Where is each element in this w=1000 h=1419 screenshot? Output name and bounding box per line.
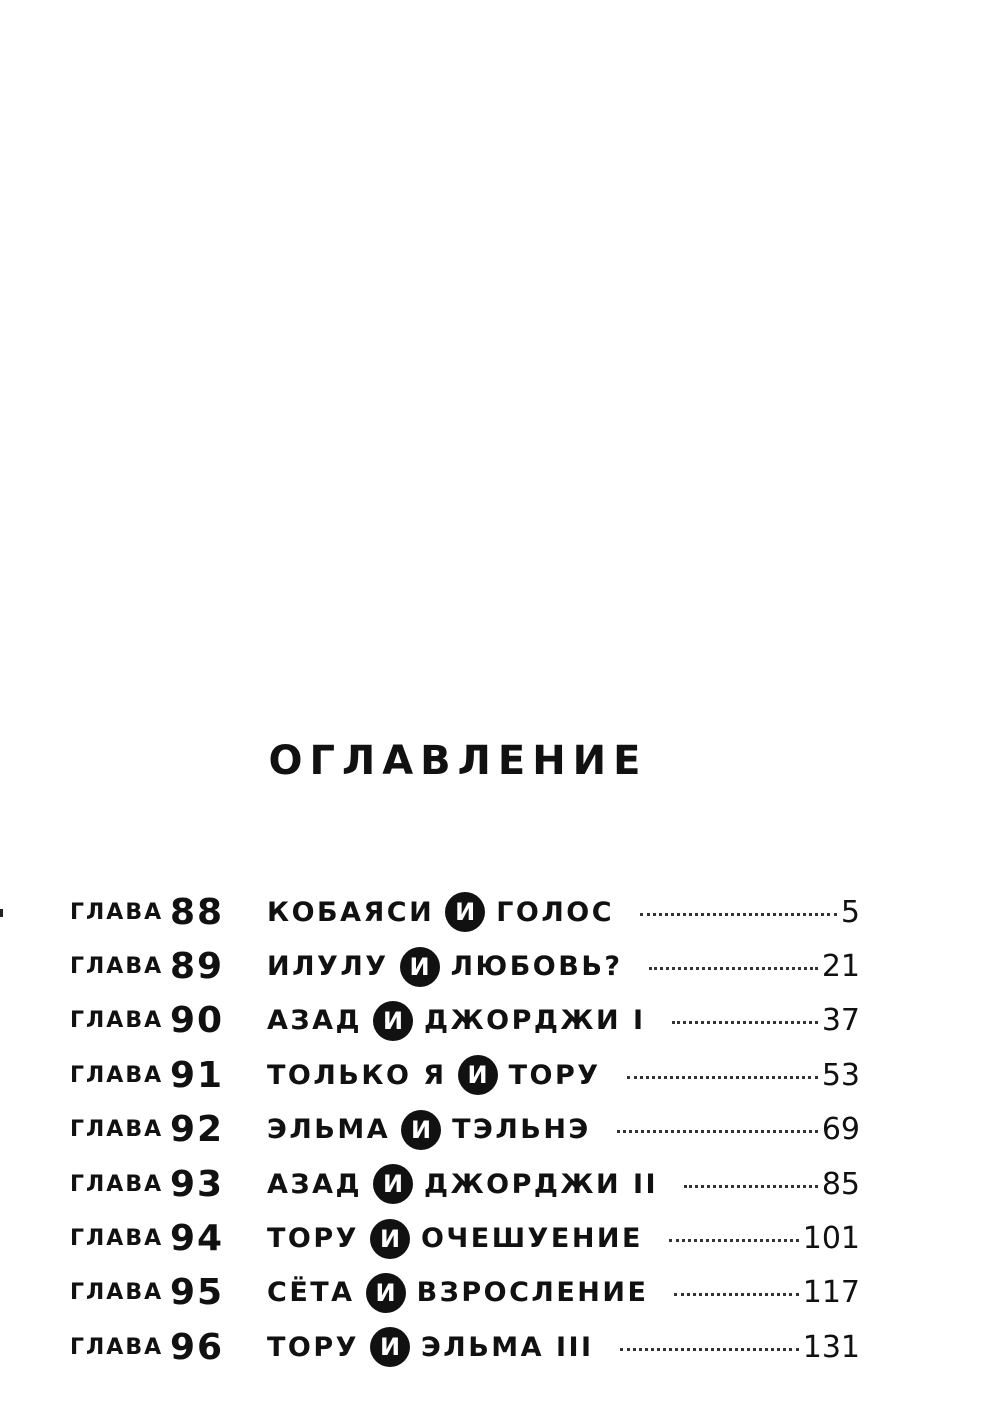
page-number: 53 <box>821 1057 860 1093</box>
dot-leader <box>617 1130 818 1133</box>
chapter-title <box>267 1110 591 1150</box>
toc-entry[interactable] <box>70 1320 860 1374</box>
chapter-label: ГЛАВА <box>70 954 164 980</box>
chapter-number: 96 <box>170 1326 225 1368</box>
chapter-number: 92 <box>170 1109 225 1151</box>
page-number: 21 <box>821 949 860 985</box>
chapter-number: 90 <box>170 1000 225 1042</box>
chapter-label: ГЛАВА <box>70 1171 164 1197</box>
title-left: СЁТА <box>267 1277 355 1309</box>
toc-entry[interactable] <box>70 939 860 993</box>
title-left: ТОРУ <box>267 1223 359 1255</box>
title-left: ТОРУ <box>267 1331 359 1363</box>
title-right: ДЖОРДЖИ II <box>424 1168 659 1200</box>
toc-entry[interactable] <box>70 1211 860 1265</box>
dot-leader <box>684 1185 818 1188</box>
and-badge: И <box>373 1164 413 1204</box>
page-number: 117 <box>802 1275 860 1311</box>
chapter-title <box>267 947 623 987</box>
title-left: ЭЛЬМА <box>267 1114 391 1146</box>
title-right: ТЭЛЬНЭ <box>452 1114 591 1146</box>
and-badge: И <box>370 1327 410 1367</box>
title-left: АЗАД <box>267 1005 363 1037</box>
chapter-label: ГЛАВА <box>70 1008 164 1034</box>
and-badge: И <box>445 892 485 932</box>
chapter-label: ГЛАВА <box>70 1280 164 1306</box>
toc-entry[interactable] <box>70 994 860 1048</box>
title-left: ТОЛЬКО Я <box>267 1059 447 1091</box>
page-number: 131 <box>802 1329 860 1365</box>
dot-leader <box>620 1348 799 1351</box>
page-number: 101 <box>802 1221 860 1257</box>
and-badge: И <box>373 1001 413 1041</box>
chapter-title <box>267 1001 646 1041</box>
title-right: ВЗРОСЛЕНИЕ <box>416 1277 649 1309</box>
dot-leader <box>669 1239 799 1242</box>
title-left: КОБАЯСИ <box>267 896 435 928</box>
chapter-number: 95 <box>170 1272 225 1314</box>
dot-leader <box>640 913 837 916</box>
title-right: ДЖОРДЖИ I <box>424 1005 646 1037</box>
chapter-number: 89 <box>170 946 225 988</box>
title-right: ЛЮБОВЬ? <box>450 951 623 983</box>
dot-leader <box>649 967 818 970</box>
and-badge: И <box>366 1273 406 1313</box>
dot-leader <box>672 1021 818 1024</box>
toc-entry[interactable] <box>70 1103 860 1157</box>
title-right: ТОРУ <box>508 1059 601 1091</box>
title-left: АЗАД <box>267 1168 363 1200</box>
and-badge: И <box>400 947 440 987</box>
title-right: ГОЛОС <box>496 896 615 928</box>
toc-entry[interactable] <box>70 885 860 939</box>
toc-entry[interactable] <box>70 1266 860 1320</box>
chapter-label: ГЛАВА <box>70 1062 164 1088</box>
page-number: 85 <box>821 1166 860 1202</box>
page-number: 69 <box>821 1112 860 1148</box>
and-badge: И <box>458 1055 498 1095</box>
chapter-title <box>267 1273 648 1313</box>
table-of-contents <box>70 885 860 1375</box>
and-badge: И <box>401 1110 441 1150</box>
chapter-number: 93 <box>170 1163 225 1205</box>
chapter-number: 94 <box>170 1218 225 1260</box>
title-right: ЭЛЬМА III <box>420 1331 594 1363</box>
chapter-title <box>267 1327 594 1367</box>
toc-entry[interactable] <box>70 1048 860 1102</box>
and-badge: И <box>370 1219 410 1259</box>
chapter-label: ГЛАВА <box>70 1117 164 1143</box>
edge-mark <box>0 909 3 917</box>
title-left: ИЛУЛУ <box>267 951 389 983</box>
chapter-title <box>267 892 614 932</box>
chapter-number: 91 <box>170 1054 225 1096</box>
chapter-title <box>267 1219 643 1259</box>
dot-leader <box>674 1293 798 1296</box>
page-title: ОГЛАВЛЕНИЕ <box>268 738 648 784</box>
chapter-label: ГЛАВА <box>70 1334 164 1360</box>
chapter-label: ГЛАВА <box>70 1226 164 1252</box>
chapter-title <box>267 1055 601 1095</box>
chapter-label: ГЛАВА <box>70 899 164 925</box>
chapter-number: 88 <box>170 891 225 933</box>
page-number: 5 <box>840 894 860 930</box>
chapter-title <box>267 1164 658 1204</box>
page-number: 37 <box>821 1003 860 1039</box>
dot-leader <box>627 1076 818 1079</box>
toc-entry[interactable] <box>70 1157 860 1211</box>
title-right: ОЧЕШУЕНИЕ <box>420 1223 643 1255</box>
